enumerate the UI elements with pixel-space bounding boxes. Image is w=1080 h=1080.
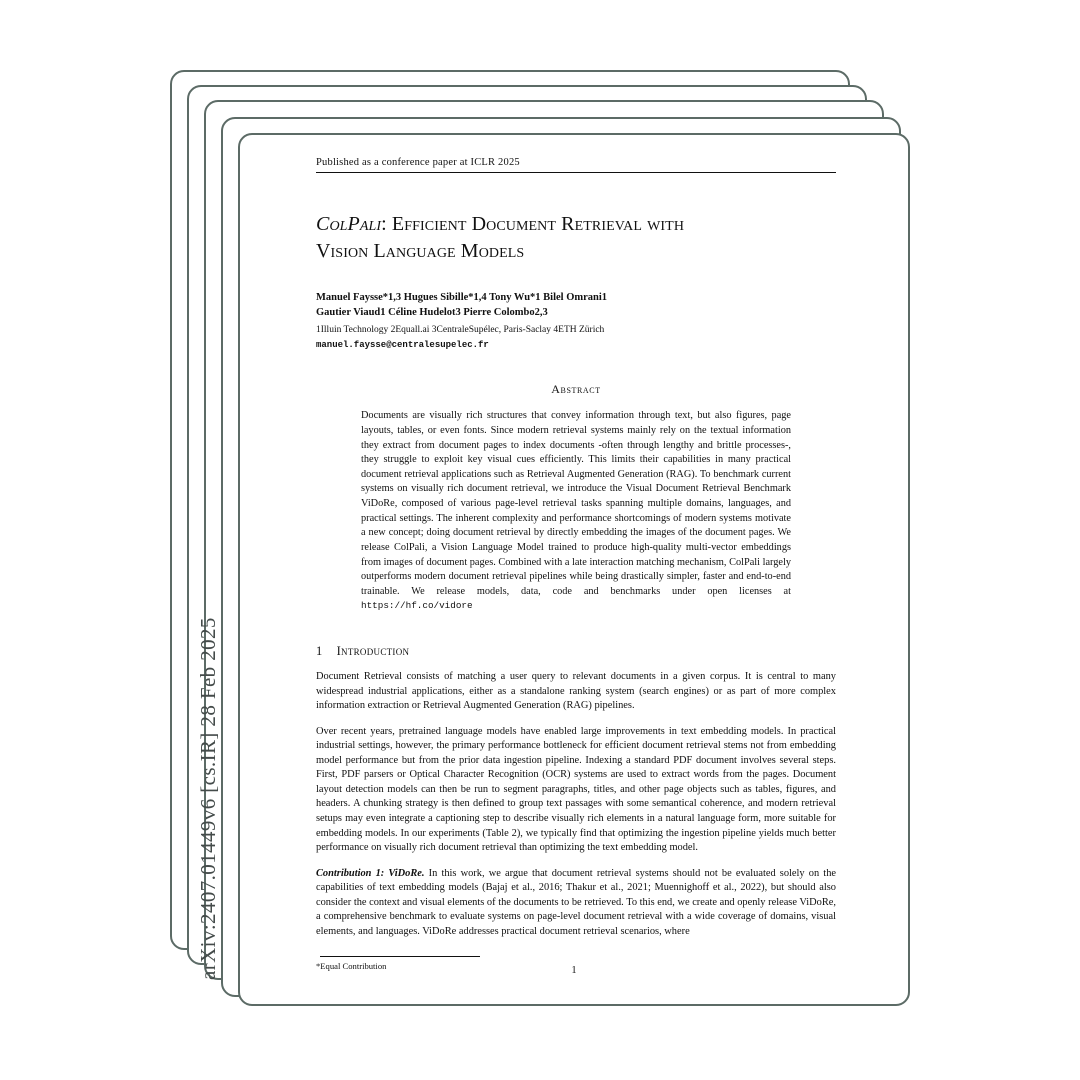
paragraph-3-body: In this work, we argue that document retrieval systems should not be evaluated solely on the capabilities of text embedding models (Bajaj et al., 2016; Thakur et al., 2021; Muennighoff et al., 2022), but should also consider the context and visual elements of the documents to be retrieved. To this end, we create and openly release ViDoRe, a comprehensive benchmark to evaluate systems on page-level document retrieval with a wide coverage of domains, visual elements, and languages. ViDoRe addresses practical document retrieval scenarios, where bbox=[316, 867, 836, 937]
paper-front-page bbox=[238, 133, 910, 1006]
page-title bbox=[316, 211, 836, 264]
running-head: Published as a conference paper at ICLR 2025 bbox=[316, 157, 836, 173]
affiliation-line: 1Illuin Technology 2Equall.ai 3CentraleSupélec, Paris-Saclay 4ETH Zürich bbox=[316, 324, 605, 335]
page-number: 1 bbox=[571, 965, 577, 976]
abstract-heading: Abstract bbox=[551, 382, 601, 397]
abstract-text bbox=[361, 409, 791, 614]
abstract-link[interactable]: https://hf.co/vidore bbox=[361, 600, 473, 612]
paragraph-3-lead: Contribution 1: ViDoRe. bbox=[316, 867, 425, 879]
footnote-divider bbox=[320, 956, 480, 957]
contact-email: manuel.faysse@centralesupelec.fr bbox=[316, 340, 489, 351]
footnote-equal-contribution: *Equal Contribution bbox=[316, 960, 387, 971]
section-number: 1 bbox=[316, 643, 323, 658]
abstract-body: Documents are visually rich structures that convey information through text, but also figures, page layouts, tables, or even fonts. Since modern retrieval systems mainly rely on the textual information they extract from document pages to index documents -often through lengthy and brittle processes-, they struggle to exploit key visual cues efficiently. This limits their capabilities in many practical document retrieval applications such as Retrieval Augmented Generation (RAG). To benchmark current systems on visually rich document retrieval, we introduce the Visual Document Retrieval Benchmark ViDoRe, composed of various page-level retrieval tasks spanning multiple domains, languages, and practical settings. The inherent complexity and performance shortcomings of modern systems motivate a new concept; doing document retrieval by directly embedding the images of the document pages. We release ColPali, a Vision Language Model trained to produce high-quality multi-vector embeddings from images of document pages. Combined with a late interaction matching mechanism, ColPali largely outperforms modern document retrieval pipelines while being drastically simpler, faster and end-to-end trainable. We release models, data, code and benchmarks under open licenses at bbox=[361, 410, 791, 597]
section-title: Introduction bbox=[336, 643, 410, 658]
section-heading-introduction bbox=[316, 644, 836, 659]
title-line-2: Vision Language Models bbox=[316, 239, 525, 262]
author-line-2: Gautier Viaud1 Céline Hudelot3 Pierre Colombo2,3 bbox=[316, 307, 548, 319]
title-line-1: : Efficient Document Retrieval with bbox=[381, 213, 685, 235]
author-list bbox=[316, 290, 836, 352]
paragraph-3 bbox=[316, 867, 836, 940]
arxiv-identifier-stamp: arXiv:2407.01449v6 [cs.IR] 28 Feb 2025 bbox=[196, 617, 220, 980]
paragraph-1: Document Retrieval consists of matching a user query to relevant documents in a given corpus. It is central to many widespread industrial applications, either as a standalone ranking system (search engines) or as part of more complex information extraction or Retrieval Augmented Generation (RAG) pipelines. bbox=[316, 670, 836, 712]
title-italic-part: ColPali bbox=[316, 213, 382, 235]
paragraph-2: Over recent years, pretrained language models have enabled large improvements in text embedding models. In practical industrial settings, however, the primary performance bottleneck for efficient document retrieval stems not from embedding model performance but from the prior data ingestion pipeline. Indexing a standard PDF document involves several steps. First, PDF parsers or Optical Character Recognition (OCR) systems are used to extract words from the pages. Document layout detection models can then be run to segment paragraphs, titles, and other page objects such as tables, figures, and headers. A chunking strategy is then defined to group text passages with some semantical coherence, and modern retrieval setups may even integrate a captioning step to describe visually rich elements in a natural language form, more suitable for embedding models. In our experiments (Table 2), we typically find that optimizing the ingestion pipeline yields much better performance on visually rich document retrieval than optimizing the text embedding model. bbox=[316, 725, 836, 854]
author-line-1: Manuel Faysse*1,3 Hugues Sibille*1,4 Tony Wu*1 Bilel Omrani1 bbox=[316, 292, 608, 304]
